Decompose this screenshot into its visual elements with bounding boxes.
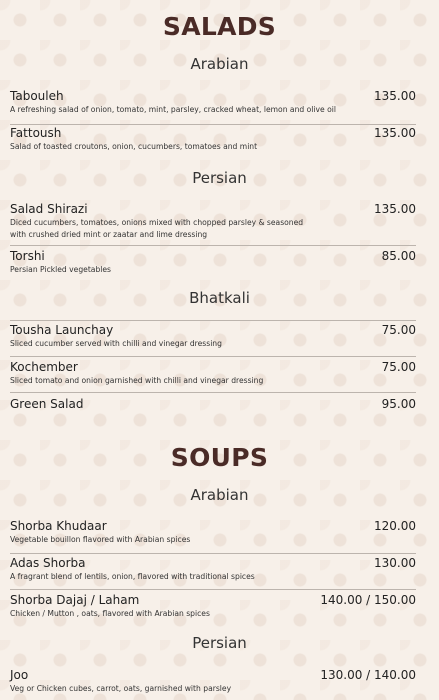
menu-item-shorba-dajaj-laham	[10, 593, 416, 620]
subheading-arabian-salads: Arabian	[190, 55, 249, 73]
item-description: A refreshing salad of onion, tomato, mint, parsley, cracked wheat, lemon and olive oil	[10, 105, 336, 114]
item-description: Veg or Chicken cubes, carrot, oats, garnished with parsley	[10, 684, 232, 693]
item-name: Tousha Launchay	[10, 323, 114, 337]
menu-item-torshi	[10, 249, 416, 276]
divider	[10, 124, 416, 125]
item-description: Salad of toasted croutons, onion, cucumbers, tomatoes and mint	[10, 142, 258, 151]
item-name: Fattoush	[10, 126, 62, 140]
item-price: 135.00	[374, 126, 416, 140]
item-price: 75.00	[381, 323, 416, 337]
item-description-line-1: Diced cucumbers, tomatoes, onions mixed with chopped parsley & seasoned	[10, 218, 304, 227]
item-price: 95.00	[381, 397, 416, 411]
menu-item-salad-shirazi	[10, 202, 416, 241]
menu-item-kochember	[10, 360, 416, 387]
item-price: 130.00	[374, 556, 416, 570]
item-price: 135.00	[374, 89, 416, 103]
item-description: Chicken / Mutton , oats, flavored with Arabian spices	[10, 609, 210, 618]
divider	[10, 320, 416, 321]
subheading-persian-soups: Persian	[192, 634, 247, 652]
subheading-persian-salads: Persian	[192, 169, 247, 187]
item-description: Persian Pickled vegetables	[10, 265, 112, 274]
section-title-salads: SALADS	[162, 12, 277, 41]
divider	[10, 356, 416, 357]
menu-item-tousha-launchay	[10, 323, 416, 350]
item-name: Shorba Dajaj / Laham	[10, 593, 140, 607]
item-price: 120.00	[374, 519, 416, 533]
item-name: Salad Shirazi	[10, 202, 88, 216]
menu-item-tabouleh	[10, 89, 416, 116]
menu-item-shorba-khudaar	[10, 519, 416, 546]
section-title-soups: SOUPS	[170, 443, 269, 472]
item-price: 135.00	[374, 202, 416, 216]
item-price: 85.00	[381, 249, 416, 263]
item-description-line-2: with crushed dried mint or zaatar and lime dressing	[10, 230, 208, 239]
item-description: Sliced tomato and onion garnished with chilli and vinegar dressing	[10, 376, 264, 385]
menu-item-fattoush	[10, 126, 416, 153]
subheading-arabian-soups: Arabian	[190, 486, 249, 504]
item-name: Shorba Khudaar	[10, 519, 107, 533]
subheading-bhatkali-salads: Bhatkali	[189, 289, 250, 307]
menu-item-adas-shorba	[10, 556, 416, 583]
item-price: 130.00 / 140.00	[320, 668, 416, 682]
item-description: Vegetable bouillon flavored with Arabian spices	[10, 535, 191, 544]
divider	[10, 392, 416, 393]
item-name: Tabouleh	[10, 89, 64, 103]
divider	[10, 553, 416, 554]
item-name: Kochember	[10, 360, 78, 374]
menu-item-green-salad	[10, 397, 416, 411]
item-description: A fragrant blend of lentils, onion, flavored with traditional spices	[10, 572, 255, 581]
item-name: Torshi	[10, 249, 45, 263]
item-price: 140.00 / 150.00	[320, 593, 416, 607]
item-description	[10, 217, 416, 241]
item-name: Joo	[10, 668, 29, 682]
item-name: Adas Shorba	[10, 556, 86, 570]
item-name: Green Salad	[10, 397, 84, 411]
divider	[10, 589, 416, 590]
item-price: 75.00	[381, 360, 416, 374]
divider	[10, 245, 416, 246]
item-description: Sliced cucumber served with chilli and vinegar dressing	[10, 339, 222, 348]
menu-item-joo	[10, 668, 416, 695]
